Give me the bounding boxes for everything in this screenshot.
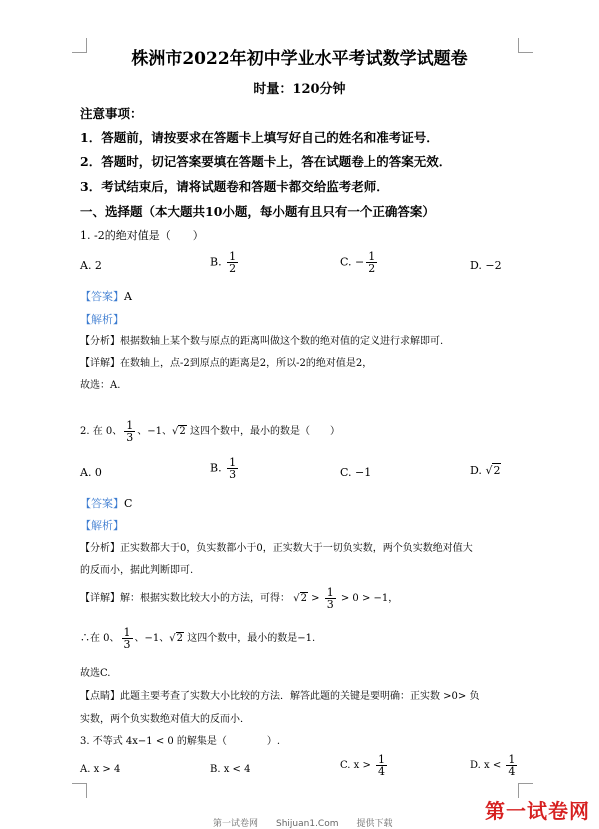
q3-stem: 3. 不等式 4x−1 < 0 的解集是（ ）. xyxy=(80,736,281,747)
q2-fenxi-line-2: 的反而小，据此判断即可. xyxy=(80,565,194,576)
fraction: $\frac{1}{2}$ xyxy=(368,250,376,275)
q1-answer: 【答案】A xyxy=(80,290,132,303)
exam-duration: 时量：120分钟 xyxy=(253,82,346,97)
q2-option-a: A. 0 xyxy=(80,466,102,479)
fraction: $\frac{1}{3}$ xyxy=(326,586,334,611)
document-title: 株洲市2022年初中学业水平考试数学试题卷 xyxy=(131,49,468,69)
q2-conclusion: 故选C. xyxy=(80,668,111,679)
q2-option-b: B. $\frac{1}{3}$ xyxy=(210,456,237,481)
square-root: √2 xyxy=(485,464,501,477)
fraction: $\frac{1}{3}$ xyxy=(229,456,237,481)
q1-option-c: C. − $\frac{1}{2}$ xyxy=(340,250,376,275)
fraction: $\frac{1}{3}$ xyxy=(123,626,131,651)
footer-text: 第一试卷网 Shijuan1.Com 提供下载 xyxy=(213,819,393,829)
fraction: $\frac{1}{4}$ xyxy=(508,753,516,778)
q2-dianjing-line-1: 【点睛】此题主要考查了实数大小比较的方法．解答此题的关键是要明确：正实数 >0> 负 xyxy=(80,691,480,702)
q3-option-a: A. x > 4 xyxy=(80,764,121,775)
notice-item-2: 2．答题时，切记答案要填在答题卡上，答在试题卷上的答案无效． xyxy=(80,154,452,169)
q3-option-d: D. x < $\frac{1}{4}$ xyxy=(470,753,516,778)
fraction: $\frac{1}{4}$ xyxy=(378,753,386,778)
site-logo[interactable]: 第一试卷网 xyxy=(485,799,590,823)
q1-option-a: A. 2 xyxy=(80,259,102,272)
q2-dianjing-line-2: 实数，两个负实数绝对值大的反而小． xyxy=(80,714,250,725)
q2-therefore: ∴在 0、 $\frac{1}{3}$ 、−1、√2 这四个数中，最小的数是−1. xyxy=(80,626,316,651)
q2-xiangjie: 【详解】解：根据实数比较大小的方法，可得： √2 > $\frac{1}{3}$ > 0 > −1， xyxy=(80,586,399,611)
square-root: √2 xyxy=(293,593,307,604)
q1-xiangjie: 【详解】在数轴上，点-2到原点的距离是2，所以-2的绝对值是2， xyxy=(80,358,373,369)
fraction: $\frac{1}{2}$ xyxy=(229,250,237,275)
q1-option-b: B. $\frac{1}{2}$ xyxy=(210,250,237,275)
q3-option-c: C. x > $\frac{1}{4}$ xyxy=(340,753,386,778)
square-root: √2 xyxy=(169,633,184,644)
q2-stem: 2. 在 0、 $\frac{1}{3}$ 、−1、√2 这四个数中，最小的数是（ ） xyxy=(80,419,340,444)
q1-option-d: D. −2 xyxy=(470,259,502,272)
q1-analysis-tag: 【解析】 xyxy=(80,313,124,326)
q2-analysis-tag: 【解析】 xyxy=(80,519,124,532)
q1-conclusion: 故选：A. xyxy=(80,380,121,391)
q1-stem: 1. -2的绝对值是（ ） xyxy=(80,229,204,242)
q2-option-c: C. −1 xyxy=(340,466,372,479)
notice-heading: 注意事项： xyxy=(80,106,143,121)
fraction: $\frac{1}{3}$ xyxy=(126,419,134,444)
crop-mark-bottom-left xyxy=(72,783,87,798)
section-heading: 一、选择题（本大题共10小题，每小题有且只有一个正确答案） xyxy=(80,204,435,219)
q3-option-b: B. x < 4 xyxy=(210,764,251,775)
square-root: √2 xyxy=(172,426,186,437)
q2-option-d: D. √2 xyxy=(470,464,501,477)
notice-item-1: 1．答题前，请按要求在答题卡上填写好自己的姓名和准考证号． xyxy=(80,130,439,145)
q2-answer: 【答案】C xyxy=(80,497,133,510)
q1-fenxi: 【分析】根据数轴上某个数与原点的距离叫做这个数的绝对值的定义进行求解即可. xyxy=(80,336,444,347)
q2-fenxi-line-1: 【分析】正实数都大于0，负实数都小于0，正实数大于一切负实数，两个负实数绝对值大 xyxy=(80,543,473,554)
notice-item-3: 3．考试结束后，请将试题卷和答题卡都交给监考老师． xyxy=(80,179,389,194)
